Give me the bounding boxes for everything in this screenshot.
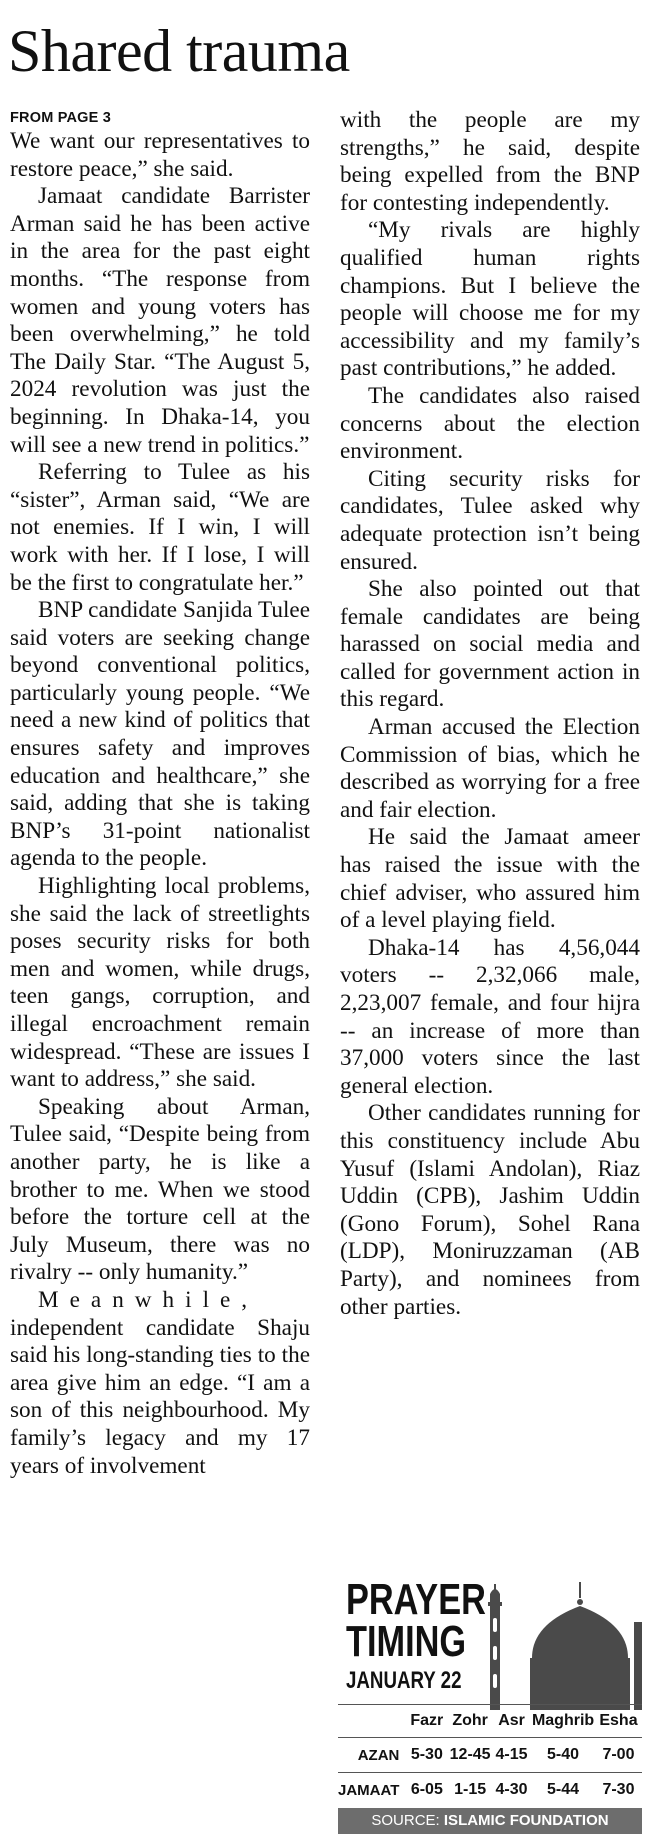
time-cell: 5-44 [531,1773,595,1808]
paragraph: Other candidates running for this constituency include Abu Yusuf (Islami Andolan), Riaz Uddin (CPB), Jashim Uddin (Gono Forum), Sohel Rana (LDP), Moniruzzaman (AB Party), and nominees from other parties. [340,1100,640,1320]
time-cell: 6-05 [405,1773,448,1808]
row-label: AZAN [338,1738,405,1773]
time-cell: 7-00 [595,1738,642,1773]
paragraph-continuation: with the people are my strengths,” he said, despite being expelled from the BNP for contesting independently. [340,107,640,216]
source-prefix: SOURCE: [371,1812,440,1829]
time-cell: 12-45 [448,1738,492,1773]
prayer-title-line1: PRAYER [346,1575,486,1624]
time-cell: 5-30 [405,1738,448,1773]
paragraph: The candidates also raised concerns about the election environment. [340,382,640,465]
time-cell: 4-30 [492,1773,531,1808]
source-bar [338,1808,642,1834]
paragraph: Highlighting local problems, she said the lack of streetlights poses security risks for both men and women, while drugs, teen gangs, corruption, and illegal encroachment remain widespread. “These are issues I want to address,” she said. [10,873,310,1093]
source-name: ISLAMIC FOUNDATION [443,1812,609,1829]
paragraph: “My rivals are highly qualified human rights champions. But I believe the people will choose me for my accessibility and my family’s past contributions,” he added. [340,217,640,382]
meanwhile-word: Meanwhile, [38,1286,259,1313]
paragraph: Speaking about Arman, Tulee said, “Despite being from another party, he is like a brother to me. When we stood before the torture cell at the July Museum, there was no rivalry -- only humanity.” [10,1093,310,1286]
column-header: Zohr [448,1705,492,1738]
column-header: Esha [595,1705,642,1738]
meanwhile-rest: independent candidate Shaju said his long-standing ties to the area give him an edge. “I am a son of this neighbourhood. My family’s legacy and my 17 years of involvement [10,1314,310,1479]
paragraph: Jamaat candidate Barrister Arman said he has been active in the area for the past eight months. “The response from women and young voters has been overwhelming,” he told The Daily Star. “The August 5, 2024 revolution was just the beginning. In Dhaka-14, you will see a new trend in politics.” [10,183,310,458]
prayer-times-table [338,1704,642,1807]
paragraph: Citing security risks for candidates, Tulee asked why adequate protection isn’t being ensured. [340,465,640,575]
paragraph: We want our representatives to restore peace,” she said. [10,128,310,182]
table-row [338,1738,642,1773]
paragraph: Dhaka-14 has 4,56,044 voters -- 2,32,066 male, 2,23,007 female, and four hijra -- an increase of more than 37,000 voters since the last general election. [340,934,640,1099]
time-cell: 4-15 [492,1738,531,1773]
column-header: Maghrib [531,1705,595,1738]
row-label: JAMAAT [338,1773,405,1808]
paragraph: He said the Jamaat ameer has raised the issue with the chief adviser, who assured him of a level playing field. [340,824,640,934]
table-header-row [338,1705,642,1738]
time-cell: 5-40 [531,1738,595,1773]
prayer-title-line2: TIMING [346,1617,467,1666]
column-header: Fazr [405,1705,448,1738]
time-cell: 1-15 [448,1773,492,1808]
article-column-right [340,107,640,1321]
mosque-icon [488,1562,642,1712]
article-column-left [10,108,310,1480]
table-row [338,1773,642,1808]
prayer-timing-box [338,1562,642,1834]
time-cell: 7-30 [595,1773,642,1808]
column-header: Asr [492,1705,531,1738]
paragraph-meanwhile [10,1287,310,1480]
prayer-date: JANUARY 22 [346,1667,462,1694]
headline: Shared trauma [8,18,350,84]
kicker: FROM PAGE 3 [10,110,112,126]
paragraph: She also pointed out that female candidates are being harassed on social media and called for government action in this regard. [340,576,640,713]
paragraph: Arman accused the Election Commission of bias, which he described as worrying for a free and fair election. [340,714,640,823]
paragraph: Referring to Tulee as his “sister”, Arman said, “We are not enemies. If I win, I will work with her. If I lose, I will be the first to congratulate her.” [10,459,310,596]
paragraph: BNP candidate Sanjida Tulee said voters are seeking change beyond conventional politics, particularly young people. “We need a new kind of politics that ensures safety and improves education and healthcare,” she said, adding that she is taking BNP’s 31-point nationalist agenda to the people. [10,597,310,872]
